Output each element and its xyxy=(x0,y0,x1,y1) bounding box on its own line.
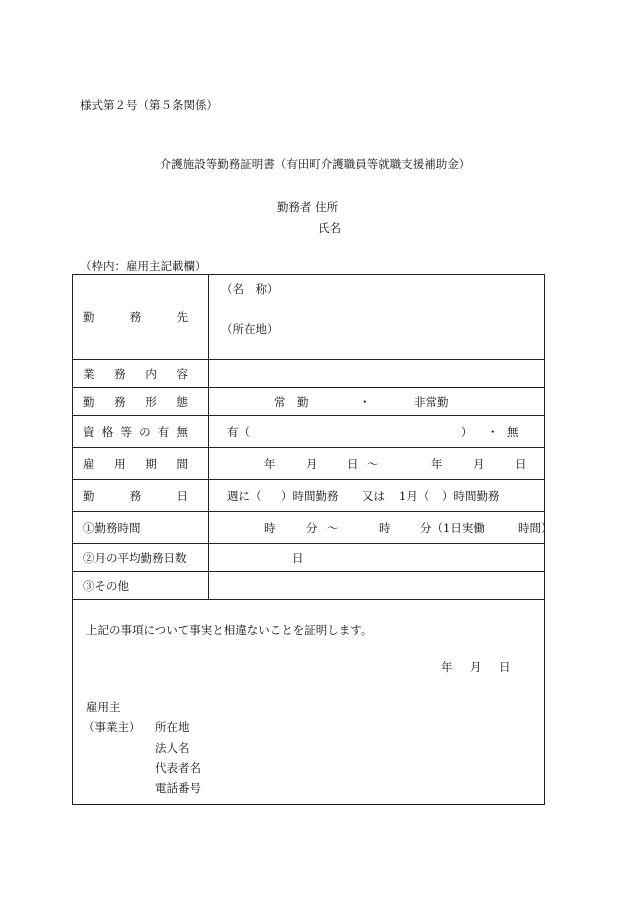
end-min-label: 分（1日実働 xyxy=(420,521,485,535)
employment-period-row xyxy=(73,448,545,480)
week-prefix: 週に（ xyxy=(227,489,262,503)
employment-type-row xyxy=(73,388,545,416)
form-number: 様式第２号（第５条関係） xyxy=(80,98,218,112)
end-year-label: 年 xyxy=(431,457,443,471)
job-content-row xyxy=(73,360,545,388)
option-separator: ・ xyxy=(487,425,499,439)
work-days-value-cell[interactable] xyxy=(209,480,545,512)
or-text: 又は xyxy=(362,489,385,503)
start-day-label: 日 xyxy=(347,457,359,471)
qualification-close-paren: ） xyxy=(461,425,473,439)
job-content-label xyxy=(73,360,209,388)
end-day-label: 日 xyxy=(515,457,527,471)
label-char: 内 xyxy=(145,366,157,381)
month-prefix: 1月（ xyxy=(399,489,430,503)
qualification-yes[interactable]: 有（ xyxy=(227,425,250,439)
workplace-row xyxy=(73,275,545,360)
corp-name-label: 法人名 xyxy=(155,741,190,755)
workplace-name-label: （名 称） xyxy=(221,282,279,296)
date-month-label: 月 xyxy=(470,660,482,674)
end-hour-label: 時 xyxy=(379,521,391,535)
representative-label: 代表者名 xyxy=(155,761,201,775)
label-char: 期 xyxy=(145,456,157,471)
week-suffix: ）時間勤務 xyxy=(281,489,339,503)
part-time-option[interactable]: 非常勤 xyxy=(414,395,449,409)
certification-box xyxy=(72,595,545,805)
worker-name-label: 氏名 xyxy=(318,221,341,235)
workplace-value-cell[interactable] xyxy=(209,275,545,360)
label-char: 務 xyxy=(129,488,142,503)
label-char: 形 xyxy=(145,394,157,409)
label-char: 態 xyxy=(176,394,188,409)
label-char: 用 xyxy=(114,456,126,471)
label-char: 務 xyxy=(114,366,126,381)
start-hour-label: 時 xyxy=(264,521,276,535)
employer-box-note: （枠内：雇用主記載欄） xyxy=(80,259,207,273)
monthly-days-row xyxy=(73,544,545,572)
other-label: ③その他 xyxy=(73,572,209,600)
employment-type-label xyxy=(73,388,209,416)
work-days-row xyxy=(73,480,545,512)
document-title: 介護施設等勤務証明書（有田町介護職員等就職支援補助金） xyxy=(159,157,471,171)
label-char: 雇 xyxy=(83,456,95,471)
date-year-label: 年 xyxy=(441,660,453,674)
period-tilde: ～ xyxy=(367,457,379,471)
label-char: 務 xyxy=(114,394,126,409)
label-char: 務 xyxy=(129,310,142,324)
label-char: 勤 xyxy=(83,394,95,409)
start-month-label: 月 xyxy=(306,457,318,471)
workplace-label xyxy=(73,275,209,360)
label-char: 先 xyxy=(176,310,188,324)
actual-hours-label: 時間） xyxy=(518,521,553,535)
start-min-label: 分 xyxy=(306,521,318,535)
monthly-days-label: ②月の平均勤務日数 xyxy=(73,544,209,572)
label-char: 等 xyxy=(120,424,132,439)
work-hours-row xyxy=(73,512,545,544)
employer-label: 雇用主 xyxy=(86,700,121,714)
label-char: 勤 xyxy=(83,488,95,503)
option-separator: ・ xyxy=(359,395,371,409)
label-char: 無 xyxy=(176,424,188,439)
employer-address-label: 所在地 xyxy=(155,720,190,734)
monthly-days-value-cell[interactable] xyxy=(209,544,545,572)
date-day-label: 日 xyxy=(499,660,511,674)
label-char: の xyxy=(139,424,151,439)
start-year-label: 年 xyxy=(264,457,276,471)
label-char: 格 xyxy=(101,424,114,439)
label-char: 勤 xyxy=(83,310,95,324)
qualification-row xyxy=(73,416,545,448)
label-char: 有 xyxy=(157,424,170,439)
label-char: 日 xyxy=(176,488,188,503)
worker-address-label: 勤務者 住所 xyxy=(277,200,339,214)
employment-period-value-cell[interactable] xyxy=(209,448,545,480)
label-char: 業 xyxy=(83,366,95,381)
label-char: 間 xyxy=(176,456,188,471)
qualification-label xyxy=(73,416,209,448)
certificate-form-table xyxy=(72,274,553,600)
end-month-label: 月 xyxy=(473,457,485,471)
qualification-value-cell[interactable] xyxy=(209,416,545,448)
phone-label: 電話番号 xyxy=(155,781,201,795)
work-hours-label: ①勤務時間 xyxy=(73,512,209,544)
hours-tilde: ～ xyxy=(327,521,339,535)
label-char: 容 xyxy=(176,366,188,381)
work-hours-value-cell[interactable] xyxy=(209,512,553,544)
work-days-label xyxy=(73,480,209,512)
qualification-no[interactable]: 無 xyxy=(507,425,519,439)
job-content-value-cell[interactable] xyxy=(209,360,545,388)
certification-statement: 上記の事項について事実と相違ないことを証明します。 xyxy=(86,623,373,637)
employment-type-value-cell[interactable] xyxy=(209,388,545,416)
label-char: 資 xyxy=(83,424,95,439)
business-owner-label: （事業主） xyxy=(83,720,141,734)
days-unit: 日 xyxy=(292,551,304,565)
employment-period-label xyxy=(73,448,209,480)
month-suffix: ）時間勤務 xyxy=(442,489,500,503)
regular-option[interactable]: 常 勤 xyxy=(274,395,309,409)
workplace-address-label: （所在地） xyxy=(221,322,279,336)
